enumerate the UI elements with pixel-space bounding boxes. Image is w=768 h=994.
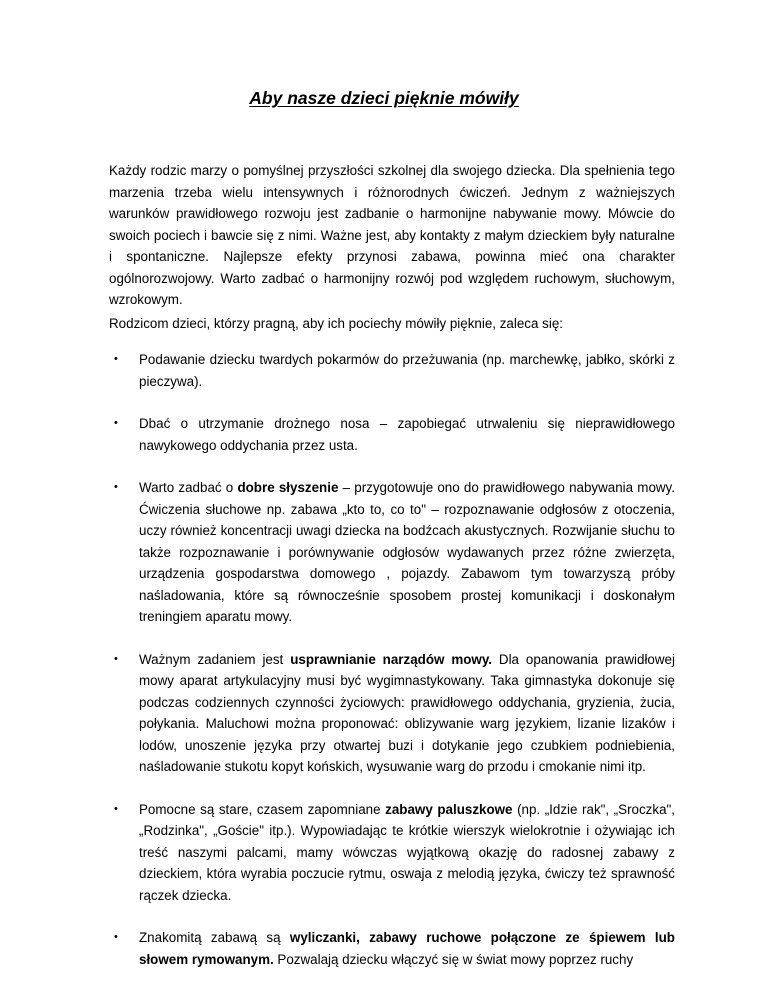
intro-paragraph: Każdy rodzic marzy o pomyślnej przyszłości szkolnej dla swojego dziecka. Dla spełnienia tego marzenia trzeba wielu intensywnych i różnorodnych ćwiczeń. Jednym z ważniejszych warunków prawidłowego rozwoju jest zadbanie o harmonijne nabywanie mowy. Mówcie do swoich pociech i bawcie się z nimi. Ważne jest, aby kontakty z małym dzieckiem były naturalne i spontaniczne. Najlepsze efekty przynosi zabawa, powinna mieć ona charakter ogólnorozwojowy. Warto zadbać o harmonijny rozwój pod względem ruchowym, słuchowym, wzrokowym. [109, 163, 675, 307]
list-item-text-before: Warto zadbać o [139, 480, 238, 495]
list-item [109, 413, 675, 456]
bullet-icon: • [114, 652, 118, 665]
list-item-bold-text: zabawy paluszkowe [385, 801, 513, 817]
list-item [109, 799, 675, 907]
list-item [109, 349, 675, 392]
list-item-text-before: Dbać o utrzymanie drożnego nosa – zapobiegać utrwaleniu się nieprawidłowego nawykowego oddychania przez usta. [139, 416, 675, 453]
list-item [109, 649, 675, 778]
list-item-text-before: Podawanie dziecku twardych pokarmów do przeżuwania (np. marchewkę, jabłko, skórki z pieczywa). [139, 352, 675, 389]
document-title: Aby nasze dzieci pięknie mówiły [249, 88, 519, 108]
lead-paragraph: Rodzicom dzieci, którzy pragną, aby ich pociechy mówiły pięknie, zaleca się: [109, 316, 563, 331]
list-item-text [139, 480, 675, 624]
list-item-text-after: Pozwalają dziecku włączyć się w świat mowy poprzez ruchy [273, 951, 634, 967]
list-item-text-before: Pomocne są stare, czasem zapomniane [139, 801, 386, 817]
list-item-text-after: – przygotowuje ono do prawidłowego nabywania mowy. Ćwiczenia słuchowe np. zabawa „kto to, co to" – rozpoznawanie odgłosów z otoczenia, uczy również koncentracji uwagi dziecka na bodźcach akustycznych. Rozwijanie słuchu to także rozpoznawanie i porównywanie odgłosów wydawanych przez różne zwierzęta, urządzenia gospodarstwa domowego , pojazdy. Zabawom tym towarzyszą próby naśladowania, które są równocześnie sposobem prostej komunikacji i doskonałym treningiem aparatu mowy. [139, 480, 675, 624]
list-item-text [139, 652, 675, 775]
list-item-bold-text: usprawnianie narządów mowy. [290, 651, 492, 667]
list-item [109, 927, 675, 970]
list-item-text-after: (np. „Idzie rak", „Sroczka", „Rodzinka", „Goście" itp.). Wypowiadając te krótkie wierszyk wielokrotnie i ożywiając ich treść naszymi palcami, mamy wówczas wyjątkową okazję do radosnej zabawy z dzieckiem, która wyrabia poczucie rytmu, oswaja z melodią języka, ćwiczy też sprawność rączek dziecka. [139, 801, 675, 903]
list-item-text-before: Ważnym zadaniem jest [139, 651, 291, 667]
list-item-text-after: Dla opanowania prawidłowej mowy aparat artykulacyjny musi być wygimnastykowany. Taka gimnastyka dokonuje się podczas codziennych czynności życiowych: prawidłowego oddychania, gryzienia, żucia, połykania. Maluchowi można proponować: oblizywanie warg językiem, lizanie lizaków i lodów, unoszenie języka przy otwartej buzi i dotykanie jego czubkiem podniebienia, naśladowanie stukotu kopyt końskich, wysuwanie warg do przodu i cmokanie nimi itp. [139, 651, 675, 774]
bullet-icon: • [114, 802, 118, 815]
recommendations-list [109, 349, 675, 991]
list-item-text [139, 930, 675, 967]
list-item-bold-text: wyliczanki, zabawy ruchowe połączone ze śpiewem lub słowem rymowanym. [139, 930, 675, 967]
list-item-text [139, 802, 675, 903]
list-item [109, 477, 675, 628]
list-item-bold-text: dobre słyszenie [237, 480, 339, 495]
list-item-text [139, 416, 675, 453]
bullet-icon: • [114, 353, 118, 365]
list-item-text [139, 352, 675, 389]
list-item-text-before: Znakomitą zabawą są [139, 930, 290, 945]
bullet-icon: • [114, 417, 118, 429]
bullet-icon: • [114, 481, 118, 493]
bullet-icon: • [114, 931, 118, 943]
